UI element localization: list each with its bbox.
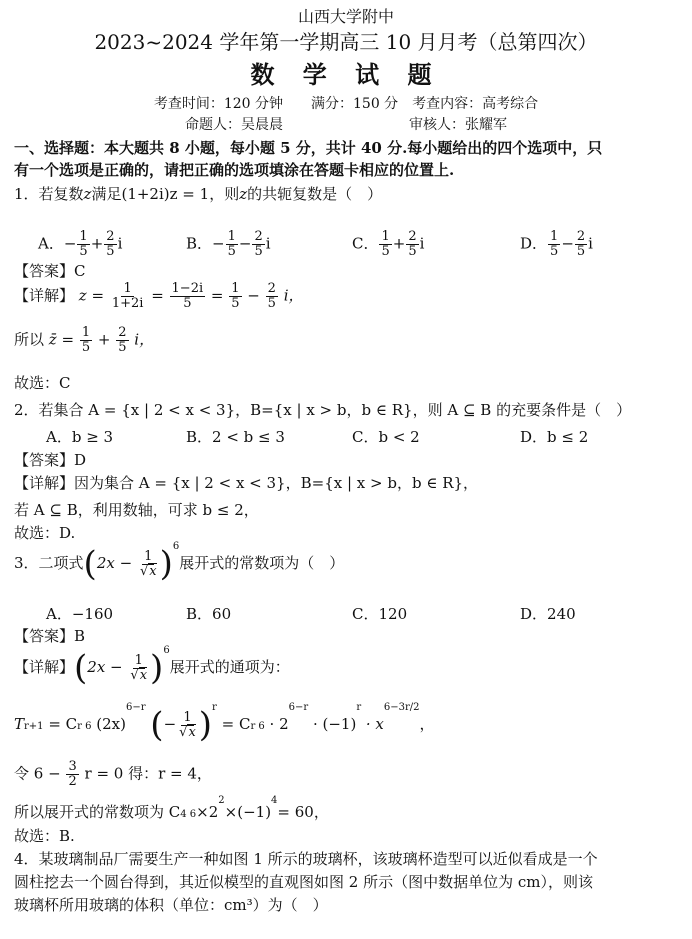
q1-option-d[interactable]: D． $\frac{1}{5}$ − $\frac{2}{5}$ i — [520, 229, 593, 259]
q3-let-frac: $\frac{3}{2}$ — [68, 759, 77, 789]
question-4-line-3: 玻璃杯所用玻璃的体积（单位：cm³）为（ ） — [14, 896, 328, 914]
q1-stem-d: 的共轭复数是（ ） — [247, 185, 383, 203]
question-3-detail: 【详解】(2x − $\frac{1}{√x}$ )$^6$展开式的通项为： — [14, 645, 290, 688]
exam-meta-line-1: 考查时间：120 分钟 满分：150 分 考查内容：高考综合 — [153, 96, 539, 112]
q3-power: 6 — [172, 541, 180, 552]
q1-option-frac-1: $\frac{1}{5}$ — [227, 229, 236, 259]
q1-option-frac-2: $\frac{2}{5}$ — [408, 229, 417, 259]
q1-option-c[interactable]: C． $\frac{1}{5}$ + $\frac{2}{5}$ i — [352, 229, 425, 259]
q1-detail-lhs: z = — [78, 286, 105, 305]
question-1-stem — [14, 183, 382, 204]
q3-stem-a: 3．二项式 — [14, 554, 84, 572]
q3-detail-label: 【详解】 — [14, 658, 75, 676]
q1-option-a[interactable]: A．− $\frac{1}{5}$ + $\frac{2}{5}$ i — [38, 229, 123, 259]
q1-option-frac-1: $\frac{1}{5}$ — [550, 229, 559, 259]
q3-option-a[interactable]: A．−160 — [46, 605, 114, 623]
question-3-stem: 3．二项式(2x − $\frac{1}{√x}$ )$^6$展开式的常数项为（ ） — [14, 541, 345, 584]
q1-so-tail: i， — [134, 330, 155, 349]
question-4-line-1: 4．某玻璃制品厂需要生产一种如图 1 所示的玻璃杯，该玻璃杯造型可以近似看成是一个 — [14, 850, 598, 868]
question-1-answer: 【答案】C — [14, 262, 86, 280]
question-4-line-2: 圆柱挖去一个圆台得到，其近似模型的直观图如图 2 所示（图中数据单位为 cm），则该 — [14, 873, 593, 891]
q1-option-frac-2: $\frac{2}{5}$ — [576, 229, 586, 259]
q1-so-lhs: z̄ = — [48, 330, 75, 349]
q1-option-frac-2: $\frac{2}{5}$ — [254, 229, 263, 259]
question-3-constant-term: 所以展开式的常数项为 C4 $6\times 2^2\times(-1)^4= 60$， — [14, 795, 329, 821]
q1-option-label: B． — [186, 234, 213, 253]
q1-stem-var: z — [83, 185, 92, 203]
q1-stem-a: 1．若复数 — [14, 185, 84, 203]
question-3-general-term: Tr+1 = Cr 6 $(2x)^{6-r}$ (− $\frac{1}{√x}$ )$^r$ = Cr $6 \cdot 2^{6-r} \cdot (-1)^r \cdot x^{6-3r/2}$， — [14, 702, 435, 745]
question-2-detail: 【详解】因为集合 A = {x | 2 < x < 3}，B={x | x > b，b ∈ R}， — [14, 474, 479, 492]
question-2-detail-line-2: 若 A ⊆ B，利用数轴，可求 b ≤ 2， — [14, 501, 259, 519]
q3-frac: $\frac{1}{√x}$ — [139, 548, 157, 579]
q1-stem-eq: (1+2i)z = 1 — [121, 185, 210, 203]
question-1-conjugate: 所以 z̄ = $\frac{1}{5}$ + $\frac{2}{5}$ i， — [14, 325, 155, 355]
q3-expr-a: 2x − — [96, 554, 133, 572]
q1-so-frac-1: $\frac{1}{5}$ — [81, 325, 91, 355]
q1-detail-label: 【详解】 — [14, 286, 75, 305]
section-instructions-line-2: 有一个选项是正确的，请把正确的选项填涂在答题卡相应的位置上. — [14, 161, 455, 179]
q1-option-label: A． — [38, 234, 64, 253]
section-instructions-line-1: 一、选择题：本大题共 8 小题，每小题 5 分，共计 40 分.每小题给出的四个选项中，只 — [14, 139, 603, 157]
exam-meta-line-2: 命题人：吴晨晨 审核人：张耀军 — [185, 117, 507, 133]
q3-detail-frac: $\frac{1}{√x}$ — [130, 652, 148, 683]
q3-option-d[interactable]: D．240 — [520, 605, 576, 623]
q1-option-b[interactable]: B．− $\frac{1}{5}$ − $\frac{2}{5}$ i — [186, 229, 271, 259]
q1-detail-frac-1: $\frac{1}{1+2i}$ — [111, 281, 144, 311]
q1-option-frac-1: $\frac{1}{5}$ — [381, 229, 390, 259]
subject-title: 数 学 试 题 — [250, 60, 442, 89]
exam-title: 2023~2024 学年第一学期高三 10 月月考（总第四次） — [94, 30, 598, 54]
q2-option-d[interactable]: D．b ≤ 2 — [520, 428, 589, 446]
question-1-detail: 【详解】 z = $\frac{1}{1+2i}$ = $\frac{1-2i}{5}$ = $\frac{1}{5}$ − $\frac{2}{5}$ i， — [14, 281, 304, 311]
question-1-choose: 故选：C — [14, 374, 71, 392]
q1-stem-c: ，则 — [209, 185, 240, 203]
q3-option-c[interactable]: C．120 — [352, 605, 408, 623]
question-2-stem: 2．若集合 A = {x | 2 < x < 3}，B={x | x > b，b ∈ R}，则 A ⊆ B 的充要条件是（ ） — [14, 401, 632, 419]
q1-detail-tail: i， — [283, 286, 304, 305]
q1-option-frac-2: $\frac{2}{5}$ — [106, 229, 115, 259]
q1-option-label: C． — [352, 234, 379, 253]
q3-stem-b: 展开式的常数项为（ ） — [179, 554, 345, 572]
question-2-answer: 【答案】D — [14, 451, 87, 469]
q1-option-label: D． — [520, 234, 548, 253]
q1-so-frac-2: $\frac{2}{5}$ — [118, 325, 127, 355]
q1-stem-var-2: z — [239, 185, 248, 203]
q1-option-frac-1: $\frac{1}{5}$ — [79, 229, 88, 259]
q2-option-b[interactable]: B．2 < b ≤ 3 — [186, 428, 285, 446]
q1-so-label: 所以 — [14, 330, 45, 349]
question-3-choose: 故选：B. — [14, 827, 75, 845]
question-3-answer: 【答案】B — [14, 627, 86, 645]
q3-term-frac: $\frac{1}{√x}$ — [179, 709, 196, 740]
q1-detail-frac-4: $\frac{2}{5}$ — [267, 281, 276, 311]
q3-option-b[interactable]: B．60 — [186, 605, 232, 623]
question-2-choose: 故选：D. — [14, 524, 76, 542]
q1-stem-b: 满足 — [91, 185, 122, 203]
question-3-solve-r: 令 6 − $\frac{3}{2}$ r = 0 得：r = 4， — [14, 759, 212, 789]
q3-detail-tail: 展开式的通项为： — [169, 658, 290, 676]
school-name: 山西大学附中 — [297, 7, 394, 26]
q1-detail-frac-3: $\frac{1}{5}$ — [231, 281, 240, 311]
q2-option-c[interactable]: C．b < 2 — [352, 428, 420, 446]
q1-detail-frac-2: $\frac{1-2i}{5}$ — [171, 281, 204, 311]
q2-option-a[interactable]: A．b ≥ 3 — [46, 428, 114, 446]
